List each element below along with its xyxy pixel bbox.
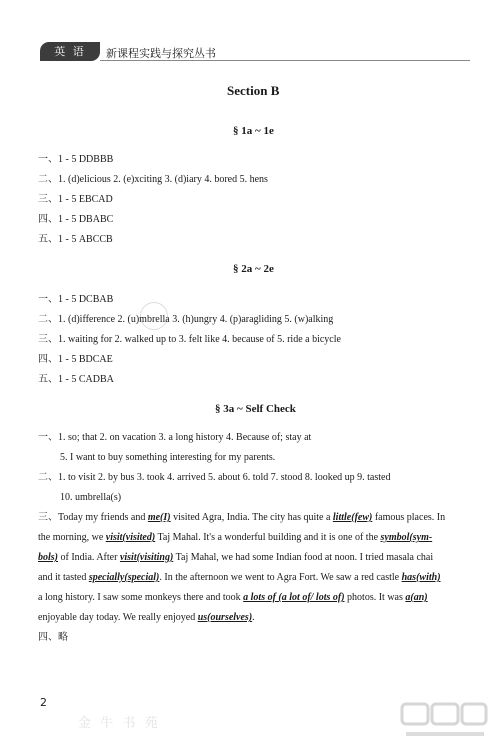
passage-line: enjoyable day today. We really enjoyed us(ourselves). bbox=[38, 612, 255, 623]
correction: specially(special) bbox=[88, 572, 160, 583]
correction: symbol(sym- bbox=[380, 532, 433, 543]
watermark-logo bbox=[400, 700, 488, 742]
answer-line: 二、1. to visit 2. by bus 3. took 4. arrived 5. about 6. told 7. stood 8. looked up 9. tasted bbox=[38, 472, 391, 483]
passage-line: bols) of India. After visit(visiting) Taj Mahal, we had some Indian food at noon. I tried masala chai bbox=[38, 552, 434, 563]
series-title: 新课程实践与探究丛书 bbox=[106, 47, 216, 60]
answer-line: 五、1 - 5 CADBA bbox=[38, 374, 114, 385]
subject-tag: 英 语 bbox=[40, 42, 100, 61]
page-number: 2 bbox=[40, 696, 47, 709]
answer-line: 四、略 bbox=[38, 632, 68, 643]
answer-line: 二、1. (d)ifference 2. (u)mbrella 3. (h)ungry 4. (p)aragliding 5. (w)alking bbox=[38, 314, 334, 325]
passage-line: a long history. I saw some monkeys there and took a lots of (a lot of/ lots of) photos. It was a(an) bbox=[38, 592, 428, 603]
part-title-3: § 3a ~ Self Check bbox=[215, 403, 296, 415]
passage-line: the morning, we visit(visited) Taj Mahal. It's a wonderful building and it is one of the symbol(sym- bbox=[38, 532, 433, 543]
passage-line: 三、Today my friends and me(I) visited Agra, India. The city has quite a little(few) famous places. In bbox=[38, 512, 446, 523]
answer-line: 一、1. so; that 2. on vacation 3. a long history 4. Because of; stay at bbox=[38, 432, 312, 443]
answer-line: 五、1 - 5 ABCCB bbox=[38, 234, 113, 245]
answer-line: 二、1. (d)elicious 2. (e)xciting 3. (d)iary 4. bored 5. hens bbox=[38, 174, 268, 185]
answer-line: 四、1 - 5 DBABC bbox=[38, 214, 114, 225]
header-rule bbox=[100, 60, 470, 61]
answer-line: 一、1 - 5 DCBAB bbox=[38, 294, 114, 305]
correction: has(with) bbox=[401, 572, 441, 583]
passage-line: and it tasted specially(special). In the afternoon we went to Agra Fort. We saw a red castle has(with) bbox=[38, 572, 441, 583]
correction: little(few) bbox=[332, 512, 373, 523]
part-title-1: § 1a ~ 1e bbox=[233, 125, 274, 137]
answer-line: 5. I want to buy something interesting for my parents. bbox=[60, 452, 276, 463]
watermark-text: 金 牛 书 苑 bbox=[78, 715, 161, 730]
correction: visit(visited) bbox=[105, 532, 156, 543]
answer-line: 10. umbrella(s) bbox=[60, 492, 122, 503]
correction: a lots of (a lot of/ lots of) bbox=[243, 592, 345, 603]
part-title-2: § 2a ~ 2e bbox=[233, 263, 274, 275]
answer-line: 三、1. waiting for 2. walked up to 3. felt like 4. because of 5. ride a bicycle bbox=[38, 334, 341, 345]
answer-line: 四、1 - 5 BDCAE bbox=[38, 354, 113, 365]
answer-line: 一、1 - 5 DDBBB bbox=[38, 154, 114, 165]
correction: me(I) bbox=[147, 512, 171, 523]
correction: bols) bbox=[38, 552, 58, 563]
page-header bbox=[40, 40, 470, 64]
answer-line: 三、1 - 5 EBCAD bbox=[38, 194, 113, 205]
correction: visit(visiting) bbox=[119, 552, 174, 563]
section-title: Section B bbox=[227, 83, 280, 98]
correction: us(ourselves) bbox=[197, 612, 253, 623]
correction: a(an) bbox=[405, 592, 428, 603]
